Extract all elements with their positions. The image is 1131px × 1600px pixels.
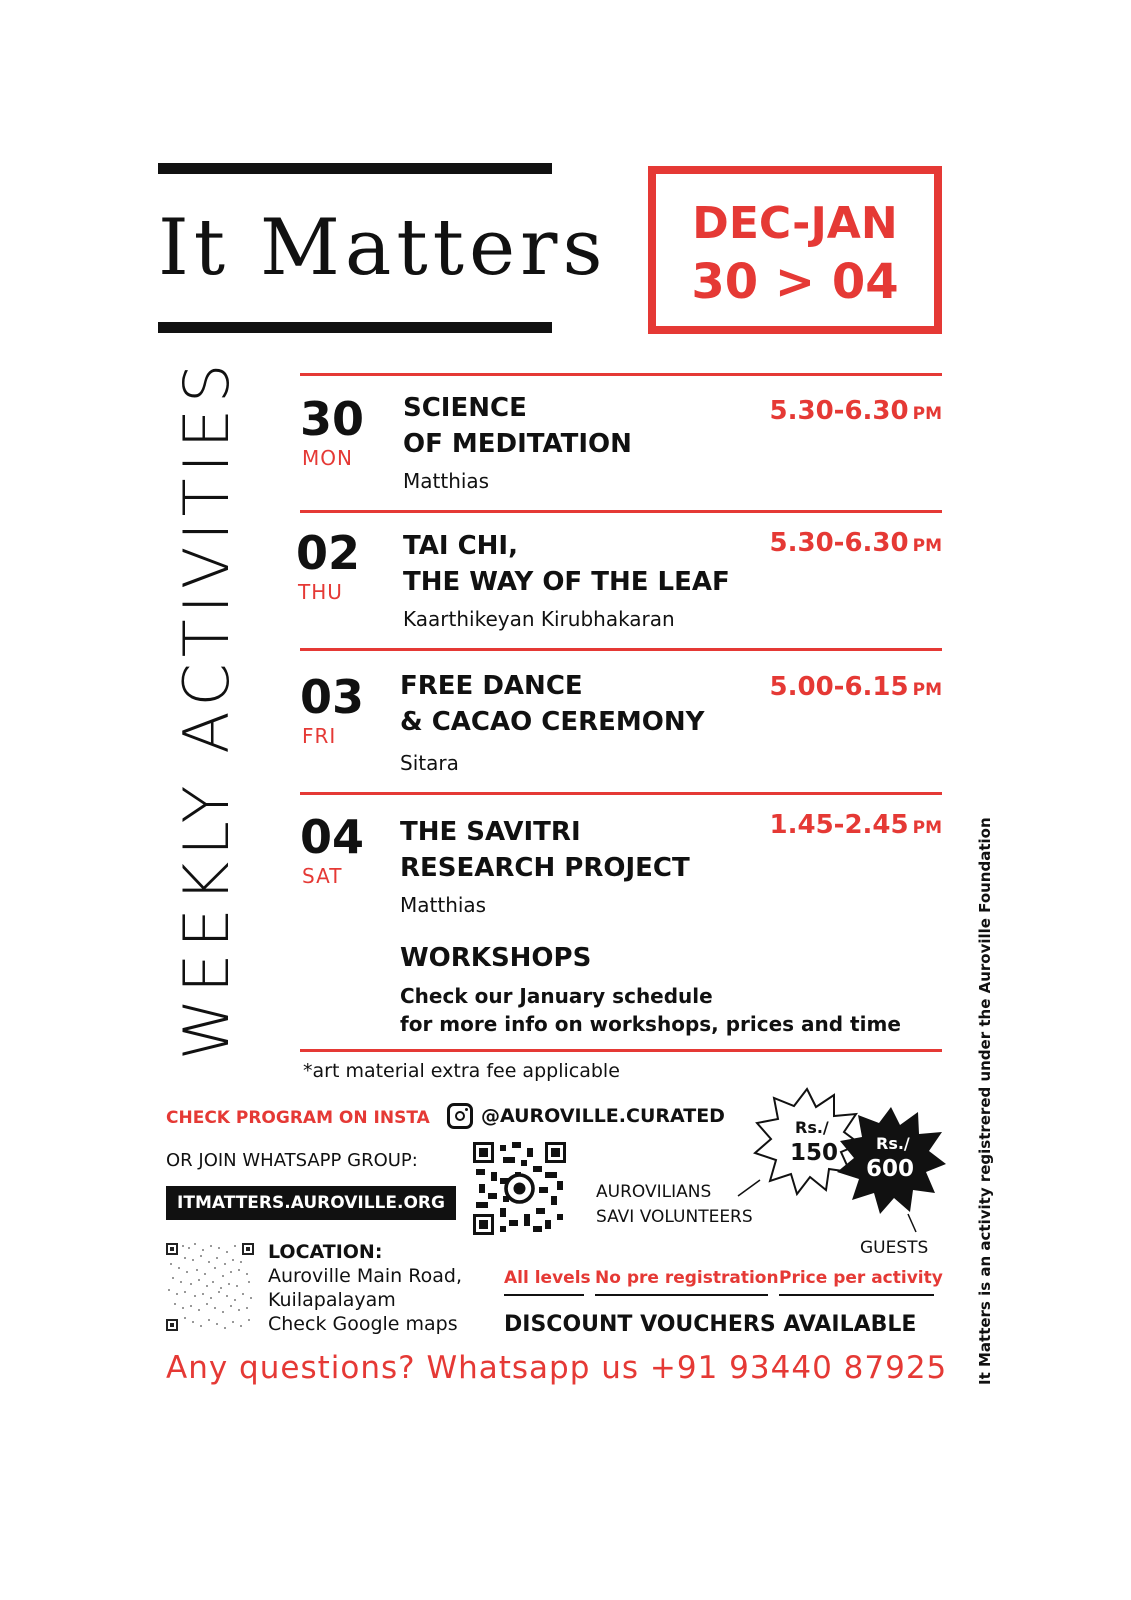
event-row	[300, 808, 942, 928]
event-day: 30	[300, 392, 365, 446]
price1-audience-line2: SAVI VOLUNTEERS	[596, 1207, 753, 1227]
date-range-days: 30 > 04	[691, 254, 899, 310]
location-line2: Kuilapalayam	[268, 1289, 396, 1311]
vertical-section-title: WEEKLY ACTIVITIES	[170, 357, 243, 1060]
event-title-line2: RESEARCH PROJECT	[400, 853, 690, 883]
event-row	[296, 528, 942, 648]
event-time	[770, 672, 942, 702]
price1-value: 150	[790, 1140, 839, 1166]
event-time	[770, 528, 942, 558]
divider	[300, 648, 942, 651]
event-weekday: THU	[298, 580, 343, 604]
logo-title: It Matters	[158, 203, 608, 293]
price1-label: Rs./	[795, 1118, 829, 1137]
event-title-line2: & CACAO CEREMONY	[400, 707, 705, 737]
qr-code-location-icon[interactable]	[166, 1243, 254, 1331]
event-weekday: SAT	[302, 864, 343, 888]
event-time-range: 5.30-6.30	[769, 528, 909, 558]
whatsapp-contact-line[interactable]: Any questions? Whatsapp us +91 93440 87925	[166, 1350, 948, 1386]
vouchers-text: DISCOUNT VOUCHERS AVAILABLE	[504, 1312, 917, 1337]
workshops-heading: WORKSHOPS	[400, 943, 592, 973]
event-row	[300, 390, 942, 510]
divider	[300, 792, 942, 795]
bottom-rule	[158, 322, 552, 333]
event-meridiem: PM	[912, 536, 942, 556]
divider	[300, 373, 942, 376]
event-title-line1: SCIENCE	[403, 393, 527, 423]
divider	[300, 1049, 942, 1052]
date-range-months: DEC-JAN	[692, 198, 898, 249]
event-host: Sitara	[400, 751, 459, 775]
event-title-line2: OF MEDITATION	[403, 429, 632, 459]
foundation-note: It Matters is an activity registrered under the Auroville Foundation	[976, 817, 994, 1385]
event-time-range: 1.45-2.45	[769, 810, 909, 840]
tag-all-levels: All levels	[504, 1268, 584, 1296]
location-line3: Check Google maps	[268, 1313, 458, 1335]
fee-note: *art material extra fee applicable	[303, 1060, 620, 1082]
tag-price-per-activity: Price per activity	[779, 1268, 934, 1296]
price2-label: Rs./	[876, 1134, 910, 1153]
location-line1: Auroville Main Road,	[268, 1265, 462, 1287]
event-host: Matthias	[403, 469, 490, 493]
event-time	[770, 396, 942, 426]
event-meridiem: PM	[912, 404, 942, 424]
workshops-line2: for more info on workshops, prices and time	[400, 1012, 901, 1036]
event-meridiem: PM	[912, 818, 942, 838]
event-day: 03	[300, 670, 365, 724]
event-title-line1: TAI CHI,	[403, 531, 518, 561]
event-host: Matthias	[400, 893, 487, 917]
event-time-range: 5.00-6.15	[769, 672, 909, 702]
website-link[interactable]: ITMATTERS.AUROVILLE.ORG	[166, 1186, 456, 1220]
price2-audience: GUESTS	[860, 1238, 929, 1258]
whatsapp-label: OR JOIN WHATSAPP GROUP:	[166, 1150, 418, 1171]
date-range-box	[648, 166, 942, 334]
tag-no-preregistration: No pre registration	[595, 1268, 768, 1296]
pointer-lines	[730, 1170, 930, 1240]
insta-handle[interactable]: @AUROVILLE.CURATED	[481, 1105, 725, 1127]
qr-code-whatsapp-icon[interactable]	[473, 1142, 566, 1235]
divider	[300, 510, 942, 513]
event-time-range: 5.30-6.30	[769, 396, 909, 426]
event-day: 02	[296, 526, 361, 580]
event-weekday: MON	[302, 446, 353, 470]
top-rule	[158, 163, 552, 174]
workshops-line1: Check our January schedule	[400, 984, 713, 1008]
event-host: Kaarthikeyan Kirubhakaran	[403, 607, 675, 631]
event-weekday: FRI	[302, 724, 337, 748]
price2-value: 600	[866, 1156, 915, 1182]
event-row	[300, 668, 942, 788]
event-title-line1: THE SAVITRI	[400, 817, 581, 847]
instagram-icon[interactable]	[447, 1103, 473, 1129]
insta-label: CHECK PROGRAM ON INSTA	[166, 1108, 430, 1128]
price1-audience-line1: AUROVILIANS	[596, 1182, 712, 1202]
event-meridiem: PM	[912, 680, 942, 700]
event-title-line2: THE WAY OF THE LEAF	[403, 567, 730, 597]
event-time	[770, 810, 942, 840]
event-title-line1: FREE DANCE	[400, 671, 583, 701]
location-heading: LOCATION:	[268, 1241, 383, 1263]
event-day: 04	[300, 810, 365, 864]
